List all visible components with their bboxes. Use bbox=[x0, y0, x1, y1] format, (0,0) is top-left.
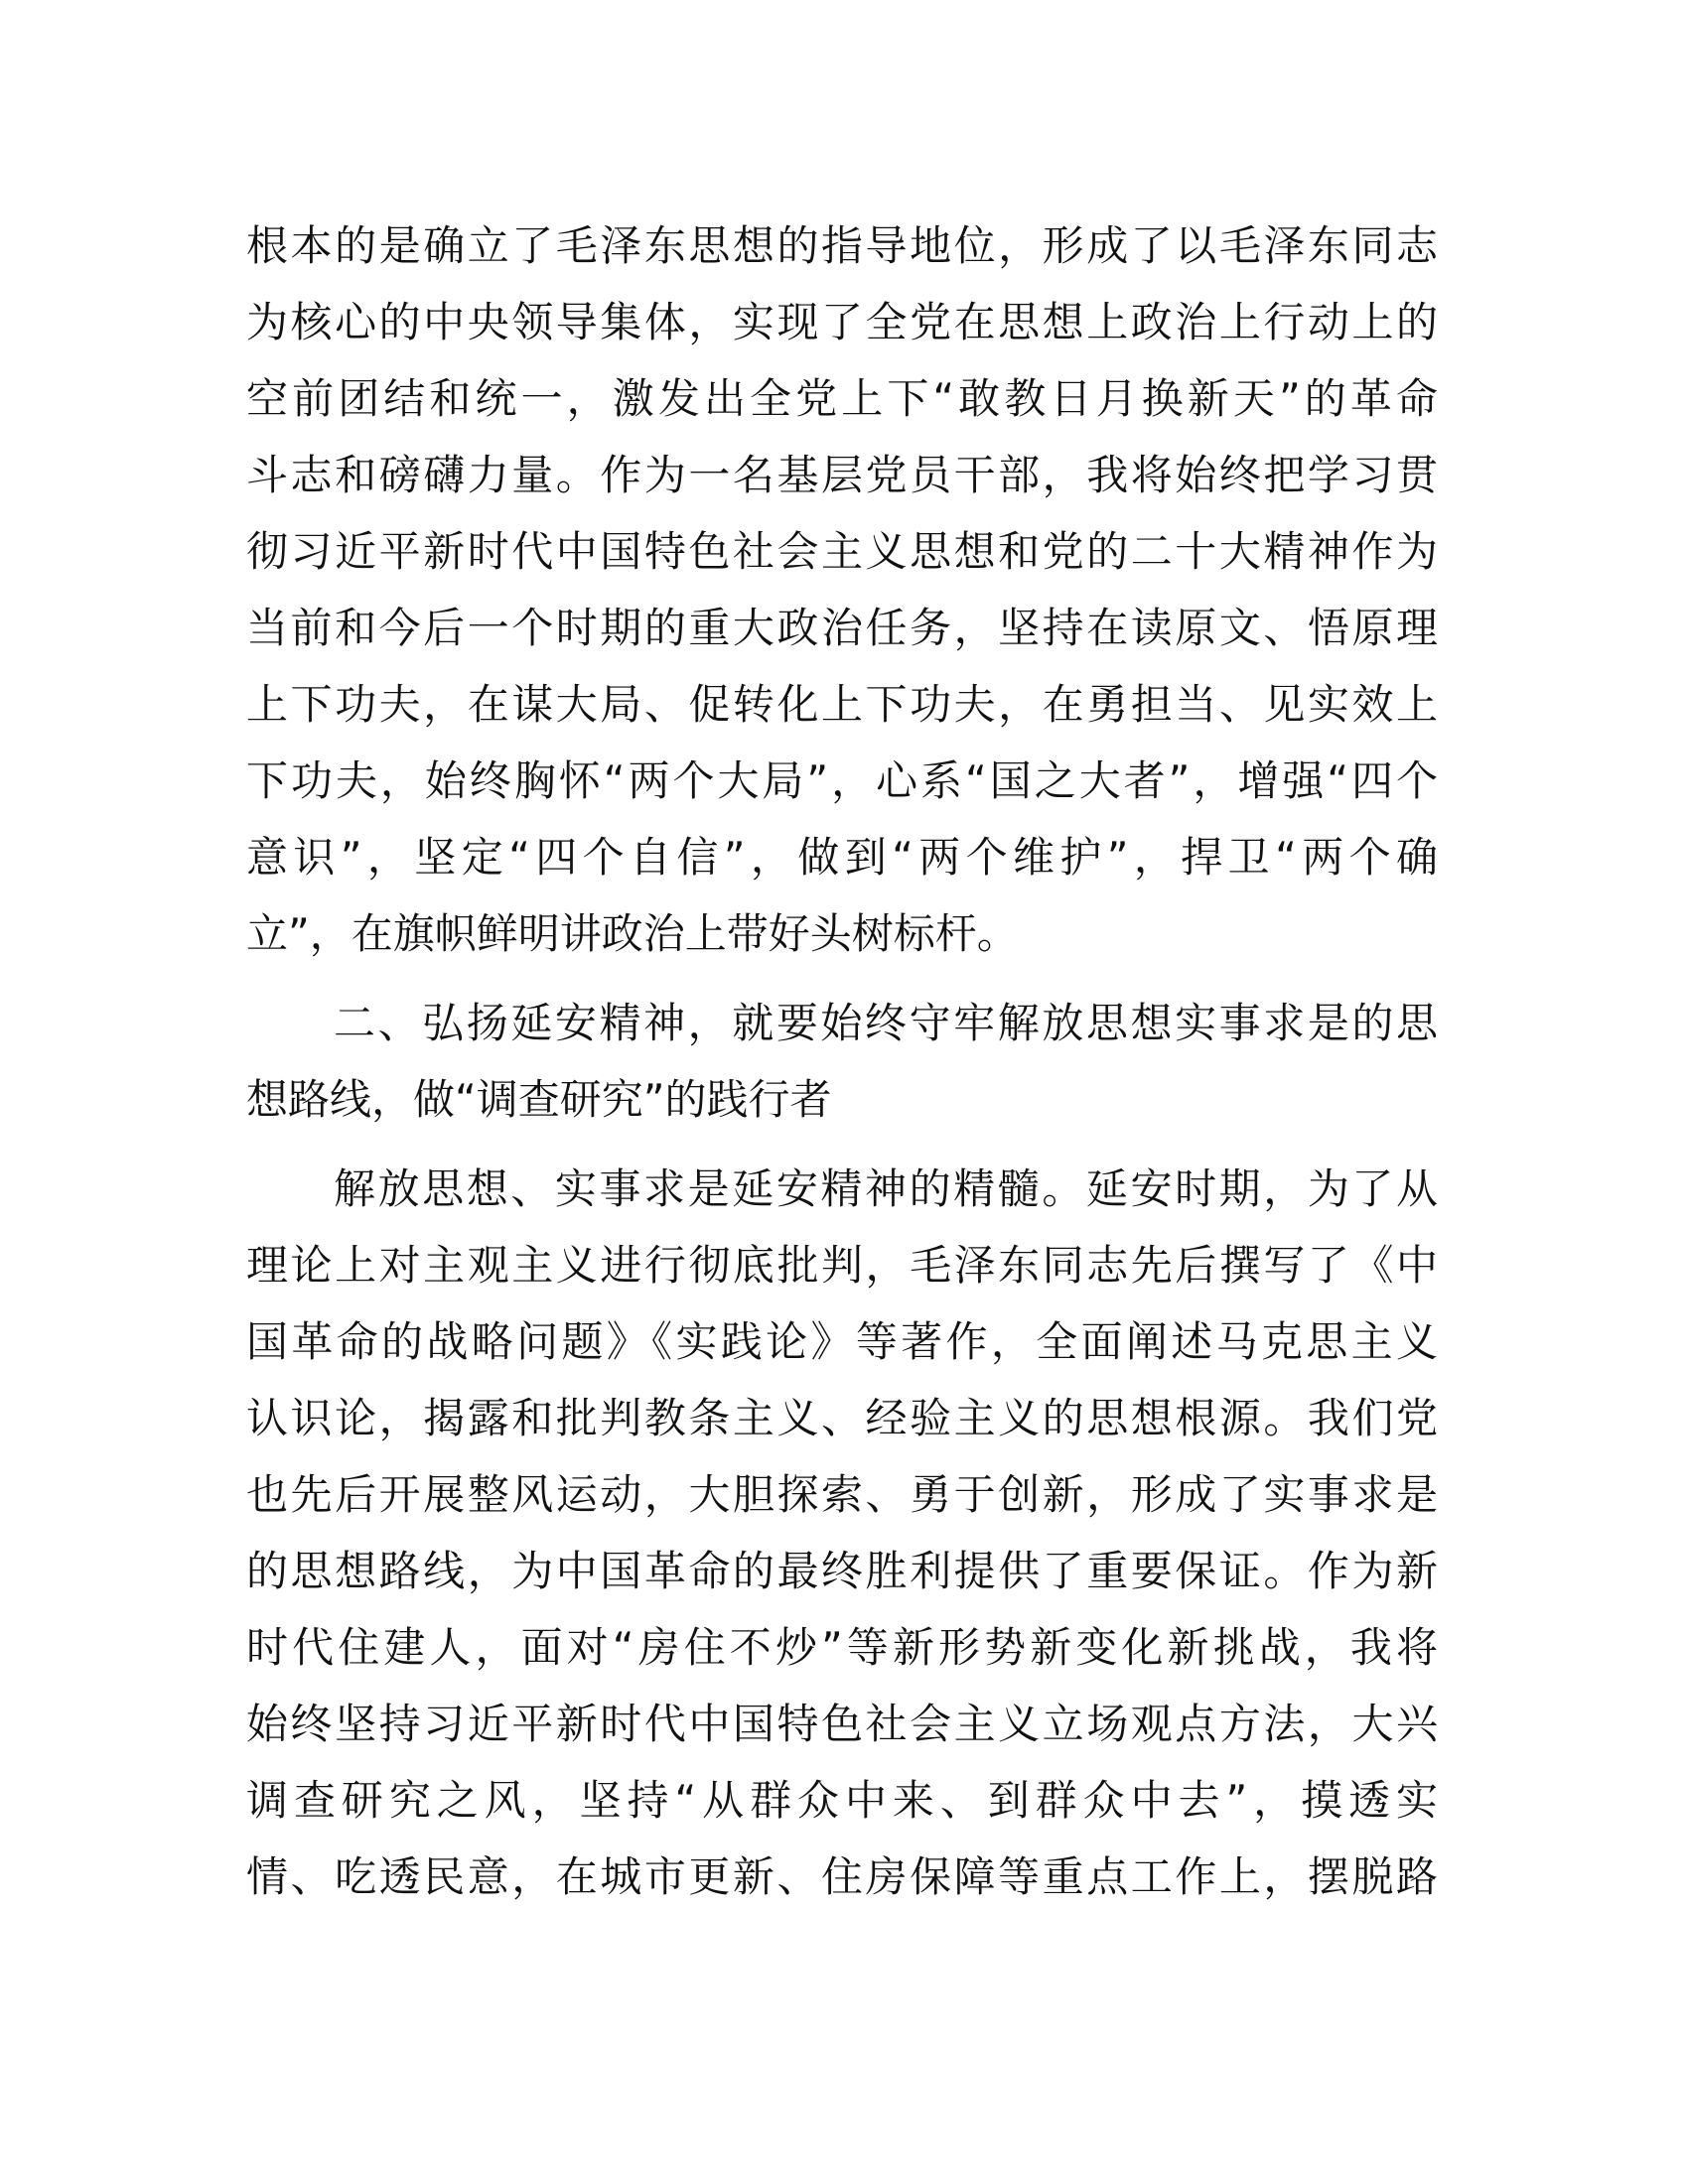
text-line: 为核心的中央领导集体，实现了全党在思想上政治上行动上的 bbox=[246, 298, 1438, 346]
text-line: 下功夫，始终胸怀“两个大局”，心系“国之大者”，增强“四个 bbox=[246, 756, 1438, 805]
text-line: 始终坚持习近平新时代中国特色社会主义立场观点方法，大兴 bbox=[246, 1700, 1438, 1748]
section-heading-2 bbox=[246, 985, 1438, 1138]
text-line: 上下功夫，在谋大局、促转化上下功夫，在勇担当、见实效上 bbox=[246, 680, 1438, 729]
text-line: 解放思想、实事求是延安精神的精髓。延安时期，为了从 bbox=[334, 1164, 1438, 1213]
paragraph-3 bbox=[246, 1151, 1438, 1915]
text-line: 意识”，坚定“四个自信”，做到“两个维护”，捍卫“两个确 bbox=[246, 833, 1438, 882]
text-line: 也先后开展整风运动，大胆探索、勇于创新，形成了实事求是 bbox=[246, 1470, 1438, 1519]
text-line: 当前和今后一个时期的重大政治任务，坚持在读原文、悟原理 bbox=[246, 604, 1438, 652]
text-line: 根本的是确立了毛泽东思想的指导地位，形成了以毛泽东同志 bbox=[246, 221, 1438, 270]
text-line: 理论上对主观主义进行彻底批判，毛泽东同志先后撰写了《中 bbox=[246, 1241, 1438, 1290]
document-body bbox=[246, 207, 1438, 1915]
text-line: 国革命的战略问题》《实践论》等著作，全面阐述马克思主义 bbox=[246, 1317, 1438, 1366]
text-line: 调查研究之风，坚持“从群众中来、到群众中去”，摸透实 bbox=[246, 1776, 1438, 1825]
text-line: 彻习近平新时代中国特色社会主义思想和党的二十大精神作为 bbox=[246, 527, 1438, 576]
paragraph-1 bbox=[246, 207, 1438, 972]
text-line: 时代住建人，面对“房住不炒”等新形势新变化新挑战，我将 bbox=[246, 1623, 1438, 1672]
text-line: 情、吃透民意，在城市更新、住房保障等重点工作上，摆脱路 bbox=[246, 1852, 1438, 1901]
text-line: 认识论，揭露和批判教条主义、经验主义的思想根源。我们党 bbox=[246, 1394, 1438, 1442]
text-line: 立”，在旗帜鲜明讲政治上带好头树标杆。 bbox=[246, 909, 1019, 958]
heading-line: 想路线，做“调查研究”的践行者 bbox=[246, 1075, 832, 1124]
text-line: 的思想路线，为中国革命的最终胜利提供了重要保证。作为新 bbox=[246, 1547, 1438, 1595]
text-line: 斗志和磅礴力量。作为一名基层党员干部，我将始终把学习贯 bbox=[246, 451, 1438, 499]
paragraph-spacer bbox=[246, 972, 1438, 985]
heading-line: 二、弘扬延安精神，就要始终守牢解放思想实事求是的思 bbox=[334, 999, 1438, 1047]
text-line: 空前团结和统一，激发出全党上下“敢教日月换新天”的革命 bbox=[246, 374, 1438, 423]
paragraph-spacer bbox=[246, 1138, 1438, 1151]
